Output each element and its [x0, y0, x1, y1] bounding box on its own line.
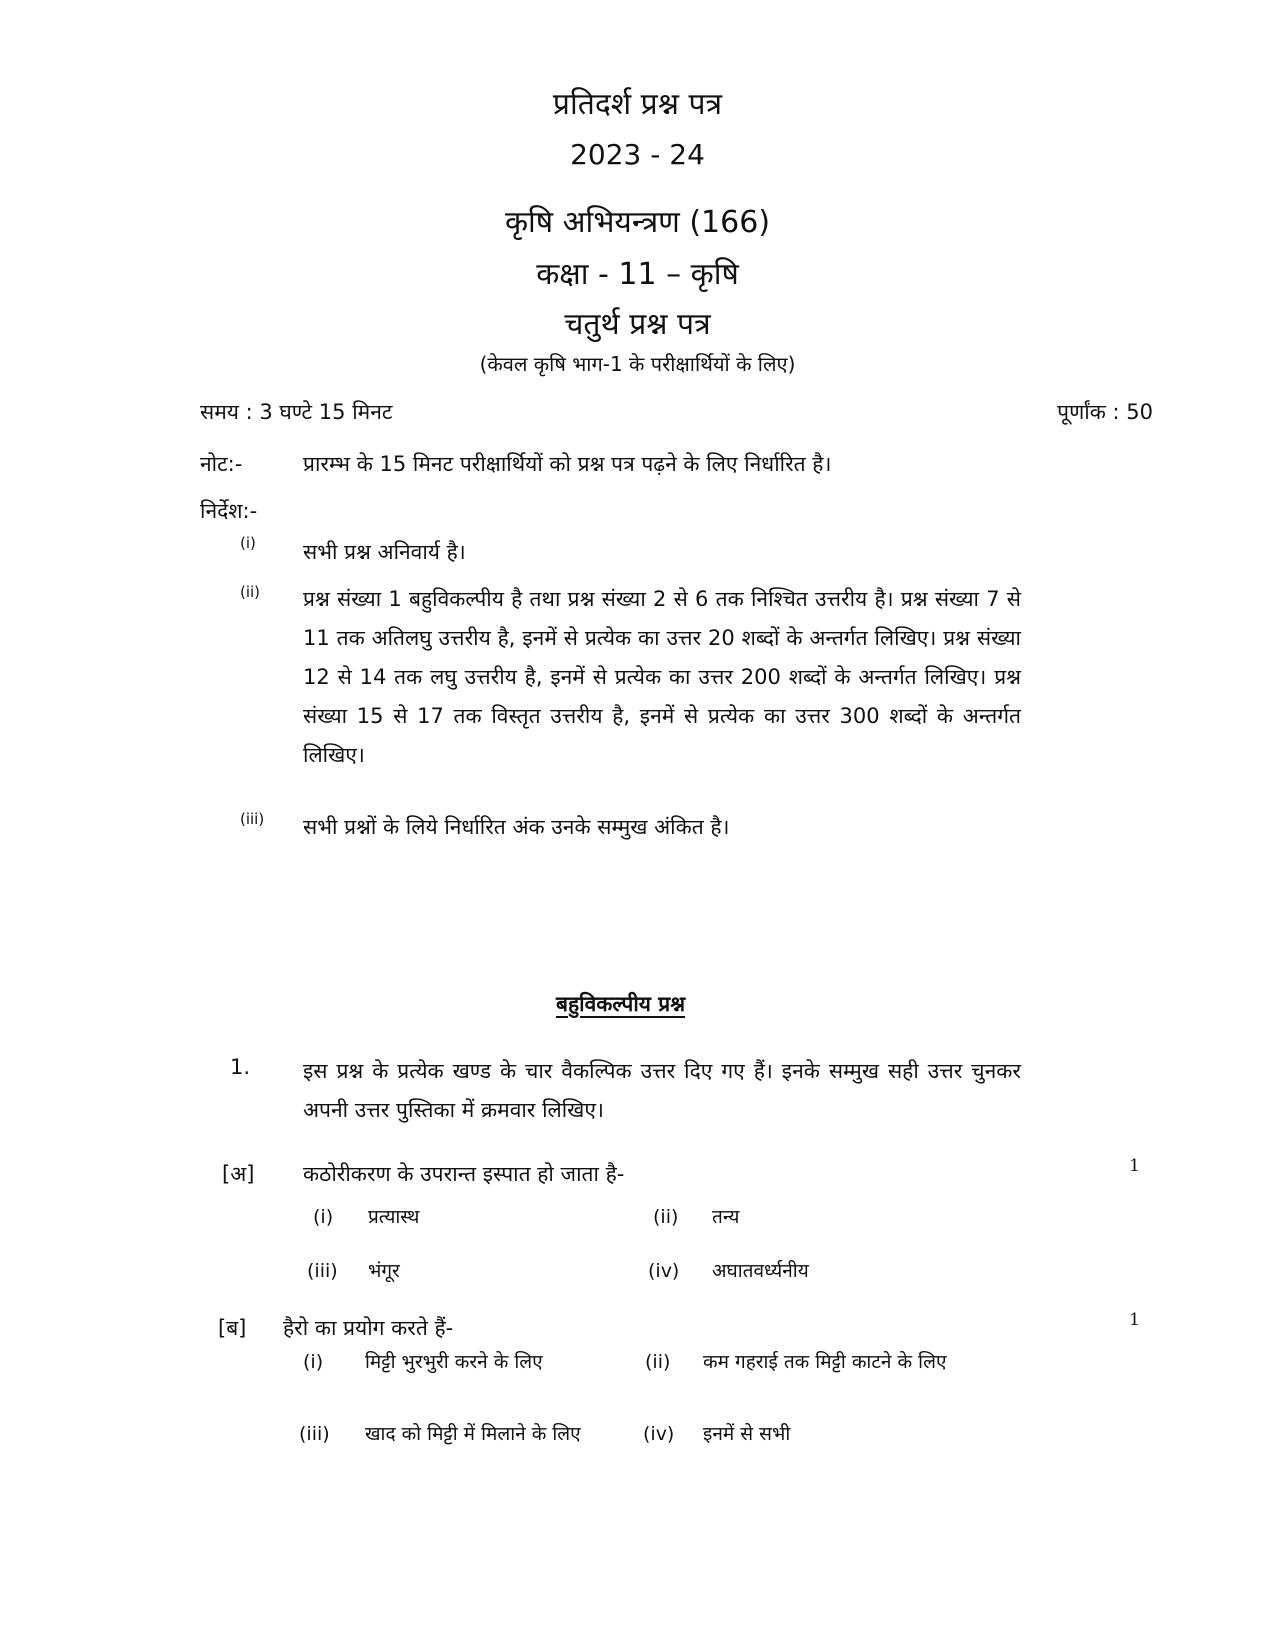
- option-num: (iv): [648, 1260, 680, 1282]
- question-text: इस प्रश्न के प्रत्येक खण्ड के चार वैकल्पिक उत्तर दिए गए हैं। इनके सम्मुख सही उत्तर चुनकर अपनी उत्तर पुस्तिका में क्रमवार लिखिए।: [303, 1059, 1021, 1122]
- note-text: प्रारम्भ के 15 मिनट परीक्षार्थियों को प्रश्न पत्र पढ़ने के लिए निर्धारित है।: [303, 452, 832, 476]
- subject-title: कृषि अभियन्त्रण (166): [504, 205, 771, 240]
- option-text: इनमें से सभी: [703, 1423, 791, 1445]
- part-marks: 1: [1129, 1310, 1140, 1330]
- instruction-text: सभी प्रश्नों के लिये निर्धारित अंक उनके सम्मुख अंकित है।: [303, 815, 730, 839]
- option-text: मिट्टी भुरभुरी करने के लिए: [365, 1351, 543, 1373]
- instruction-text: प्रश्न संख्या 1 बहुविकल्पीय है तथा प्रश्न संख्या 2 से 6 तक निश्चित उत्तरीय है। प्रश्न संख्या 7 से 11 तक अतिलघु उत्तरीय है, इनमें से प्रत्येक का उत्तर 20 शब्दों के अन्तर्गत लिखिए। प्रश्न संख्या 12 से 14 तक लघु उत्तरीय है, इनमें से प्रत्येक का उत्तर 200 शब्दों के अन्तर्गत लिखिए। प्रश्न संख्या 15 से 17 तक विस्तृत उत्तरीय है, इनमें से प्रत्येक का उत्तर 300 शब्दों के अन्तर्गत लिखिए।: [303, 587, 1021, 767]
- option-text: तन्य: [712, 1206, 740, 1228]
- option-num: (ii): [653, 1206, 679, 1228]
- audience-note: (केवल कृषि भाग-1 के परीक्षार्थियों के लिए): [479, 352, 796, 376]
- section-heading: बहुविकल्पीय प्रश्न: [556, 992, 686, 1016]
- option-text: भंगूर: [368, 1260, 400, 1282]
- session-year: 2023 - 24: [570, 138, 705, 171]
- option-text: खाद को मिट्टी में मिलाने के लिए: [365, 1423, 581, 1445]
- max-marks: पूर्णांक : 50: [1057, 400, 1153, 424]
- option-num: (iii): [299, 1423, 330, 1445]
- part-marks: 1: [1129, 1156, 1140, 1176]
- part-question: हैरो का प्रयोग करते हैं-: [283, 1316, 454, 1340]
- part-label: [अ]: [222, 1162, 255, 1186]
- part-label: [ब]: [218, 1316, 247, 1340]
- instruction-num: (ii): [240, 583, 261, 601]
- instruction-text: सभी प्रश्न अनिवार्य है।: [303, 540, 466, 564]
- instruction-num: (i): [240, 534, 256, 552]
- note-label: नोट:-: [200, 452, 243, 476]
- instructions-label: निर्देश:-: [200, 499, 258, 523]
- time-allowed: समय : 3 घण्टे 15 मिनट: [200, 400, 393, 424]
- option-text: कम गहराई तक मिट्टी काटने के लिए: [703, 1351, 947, 1373]
- question-number: 1.: [230, 1055, 251, 1079]
- option-num: (i): [303, 1351, 324, 1373]
- paper-number: चतुर्थ प्रश्न पत्र: [564, 307, 711, 342]
- class-line: कक्षा - 11 – कृषि: [536, 257, 739, 292]
- option-num: (ii): [645, 1351, 671, 1373]
- part-question: कठोरीकरण के उपरान्त इस्पात हो जाता है-: [303, 1162, 625, 1186]
- option-num: (iii): [307, 1260, 338, 1282]
- option-num: (i): [313, 1206, 334, 1228]
- option-num: (iv): [643, 1423, 675, 1445]
- option-text: प्रत्यास्थ: [368, 1206, 420, 1228]
- option-text: अघातवर्ध्यनीय: [712, 1260, 809, 1282]
- instruction-num: (iii): [240, 810, 265, 828]
- paper-title: प्रतिदर्श प्रश्न पत्र: [552, 87, 723, 122]
